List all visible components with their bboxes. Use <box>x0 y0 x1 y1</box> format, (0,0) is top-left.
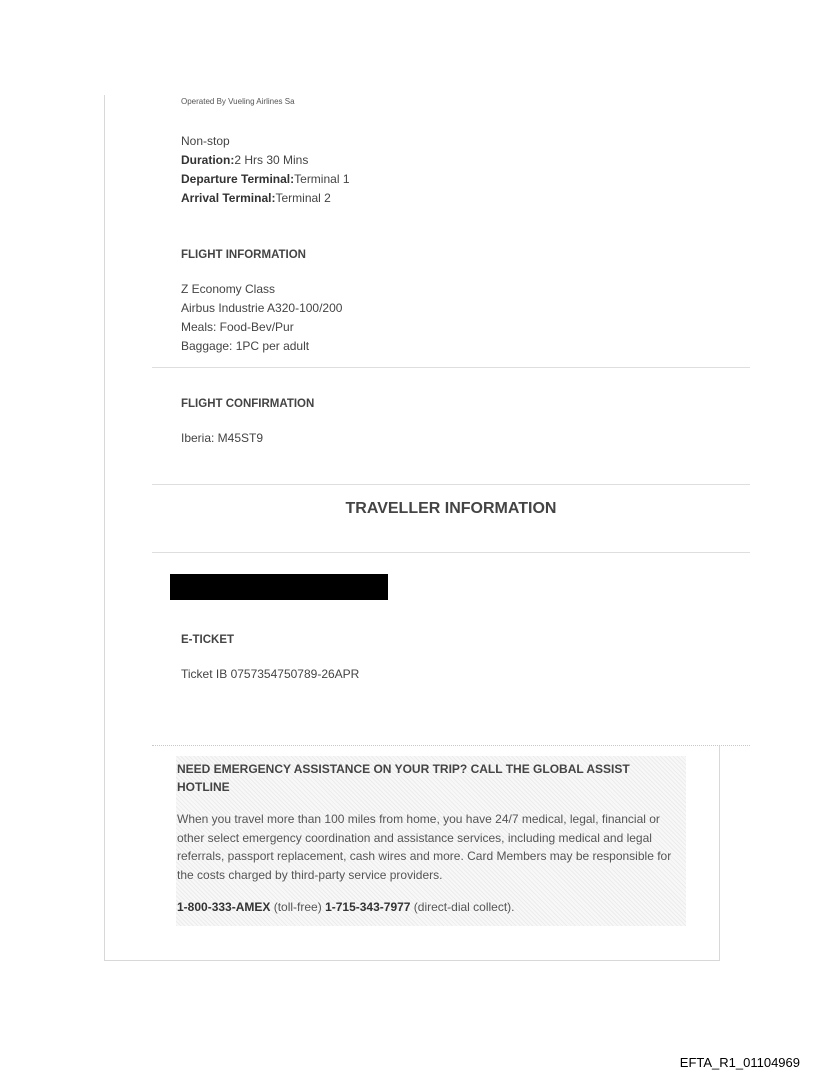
arrival-terminal-value: Terminal 2 <box>275 191 331 205</box>
redacted-traveller-name <box>170 574 388 600</box>
duration-label: Duration: <box>181 153 235 167</box>
collect-phone: 1-715-343-7977 <box>325 900 411 914</box>
ticket-number: Ticket IB 0757354750789-26APR <box>181 667 360 681</box>
departure-terminal-row <box>181 172 350 186</box>
flight-information-heading: FLIGHT INFORMATION <box>181 249 306 261</box>
duration-value: 2 Hrs 30 Mins <box>234 153 309 167</box>
flight-confirmation-heading: FLIGHT CONFIRMATION <box>181 398 315 410</box>
content-frame-bottom-border <box>104 960 720 961</box>
departure-terminal-value: Terminal 1 <box>294 172 350 186</box>
tollfree-phone: 1-800-333-AMEX <box>177 900 271 914</box>
emergency-phones <box>177 900 682 914</box>
baggage: Baggage: 1PC per adult <box>181 339 310 353</box>
content-frame-left-border <box>104 95 105 961</box>
collect-note: (direct-dial collect). <box>410 900 515 914</box>
emergency-title: NEED EMERGENCY ASSISTANCE ON YOUR TRIP? CALL THE GLOBAL ASSIST HOTLINE <box>177 762 630 794</box>
traveller-information-title: TRAVELLER INFORMATION <box>345 500 557 517</box>
divider <box>152 367 750 368</box>
eticket-heading: E-TICKET <box>181 634 235 646</box>
stops: Non-stop <box>181 134 230 148</box>
duration-row <box>181 153 308 167</box>
divider <box>152 484 750 485</box>
confirmation-code: Iberia: M45ST9 <box>181 431 264 445</box>
meals: Meals: Food-Bev/Pur <box>181 320 294 334</box>
fare-class: Z Economy Class <box>181 282 276 296</box>
arrival-terminal-row <box>181 191 331 205</box>
document-id: EFTA_R1_01104969 <box>679 1055 800 1070</box>
aircraft-type: Airbus Industrie A320-100/200 <box>181 301 343 315</box>
divider <box>152 552 750 553</box>
operated-by: Operated By Vueling Airlines Sa <box>181 97 295 106</box>
divider <box>152 745 750 746</box>
content-frame-right-border <box>719 745 720 961</box>
departure-terminal-label: Departure Terminal: <box>181 172 295 186</box>
arrival-terminal-label: Arrival Terminal: <box>181 191 276 205</box>
emergency-body: When you travel more than 100 miles from home, you have 24/7 medical, legal, financial or other select emergency coordination and assistance services, including medical and legal referrals, passport replacement, cash wires and more. Card Members may be responsible for the costs charged by third-party service providers. <box>177 812 672 882</box>
tollfree-note: (toll-free) <box>270 900 326 914</box>
